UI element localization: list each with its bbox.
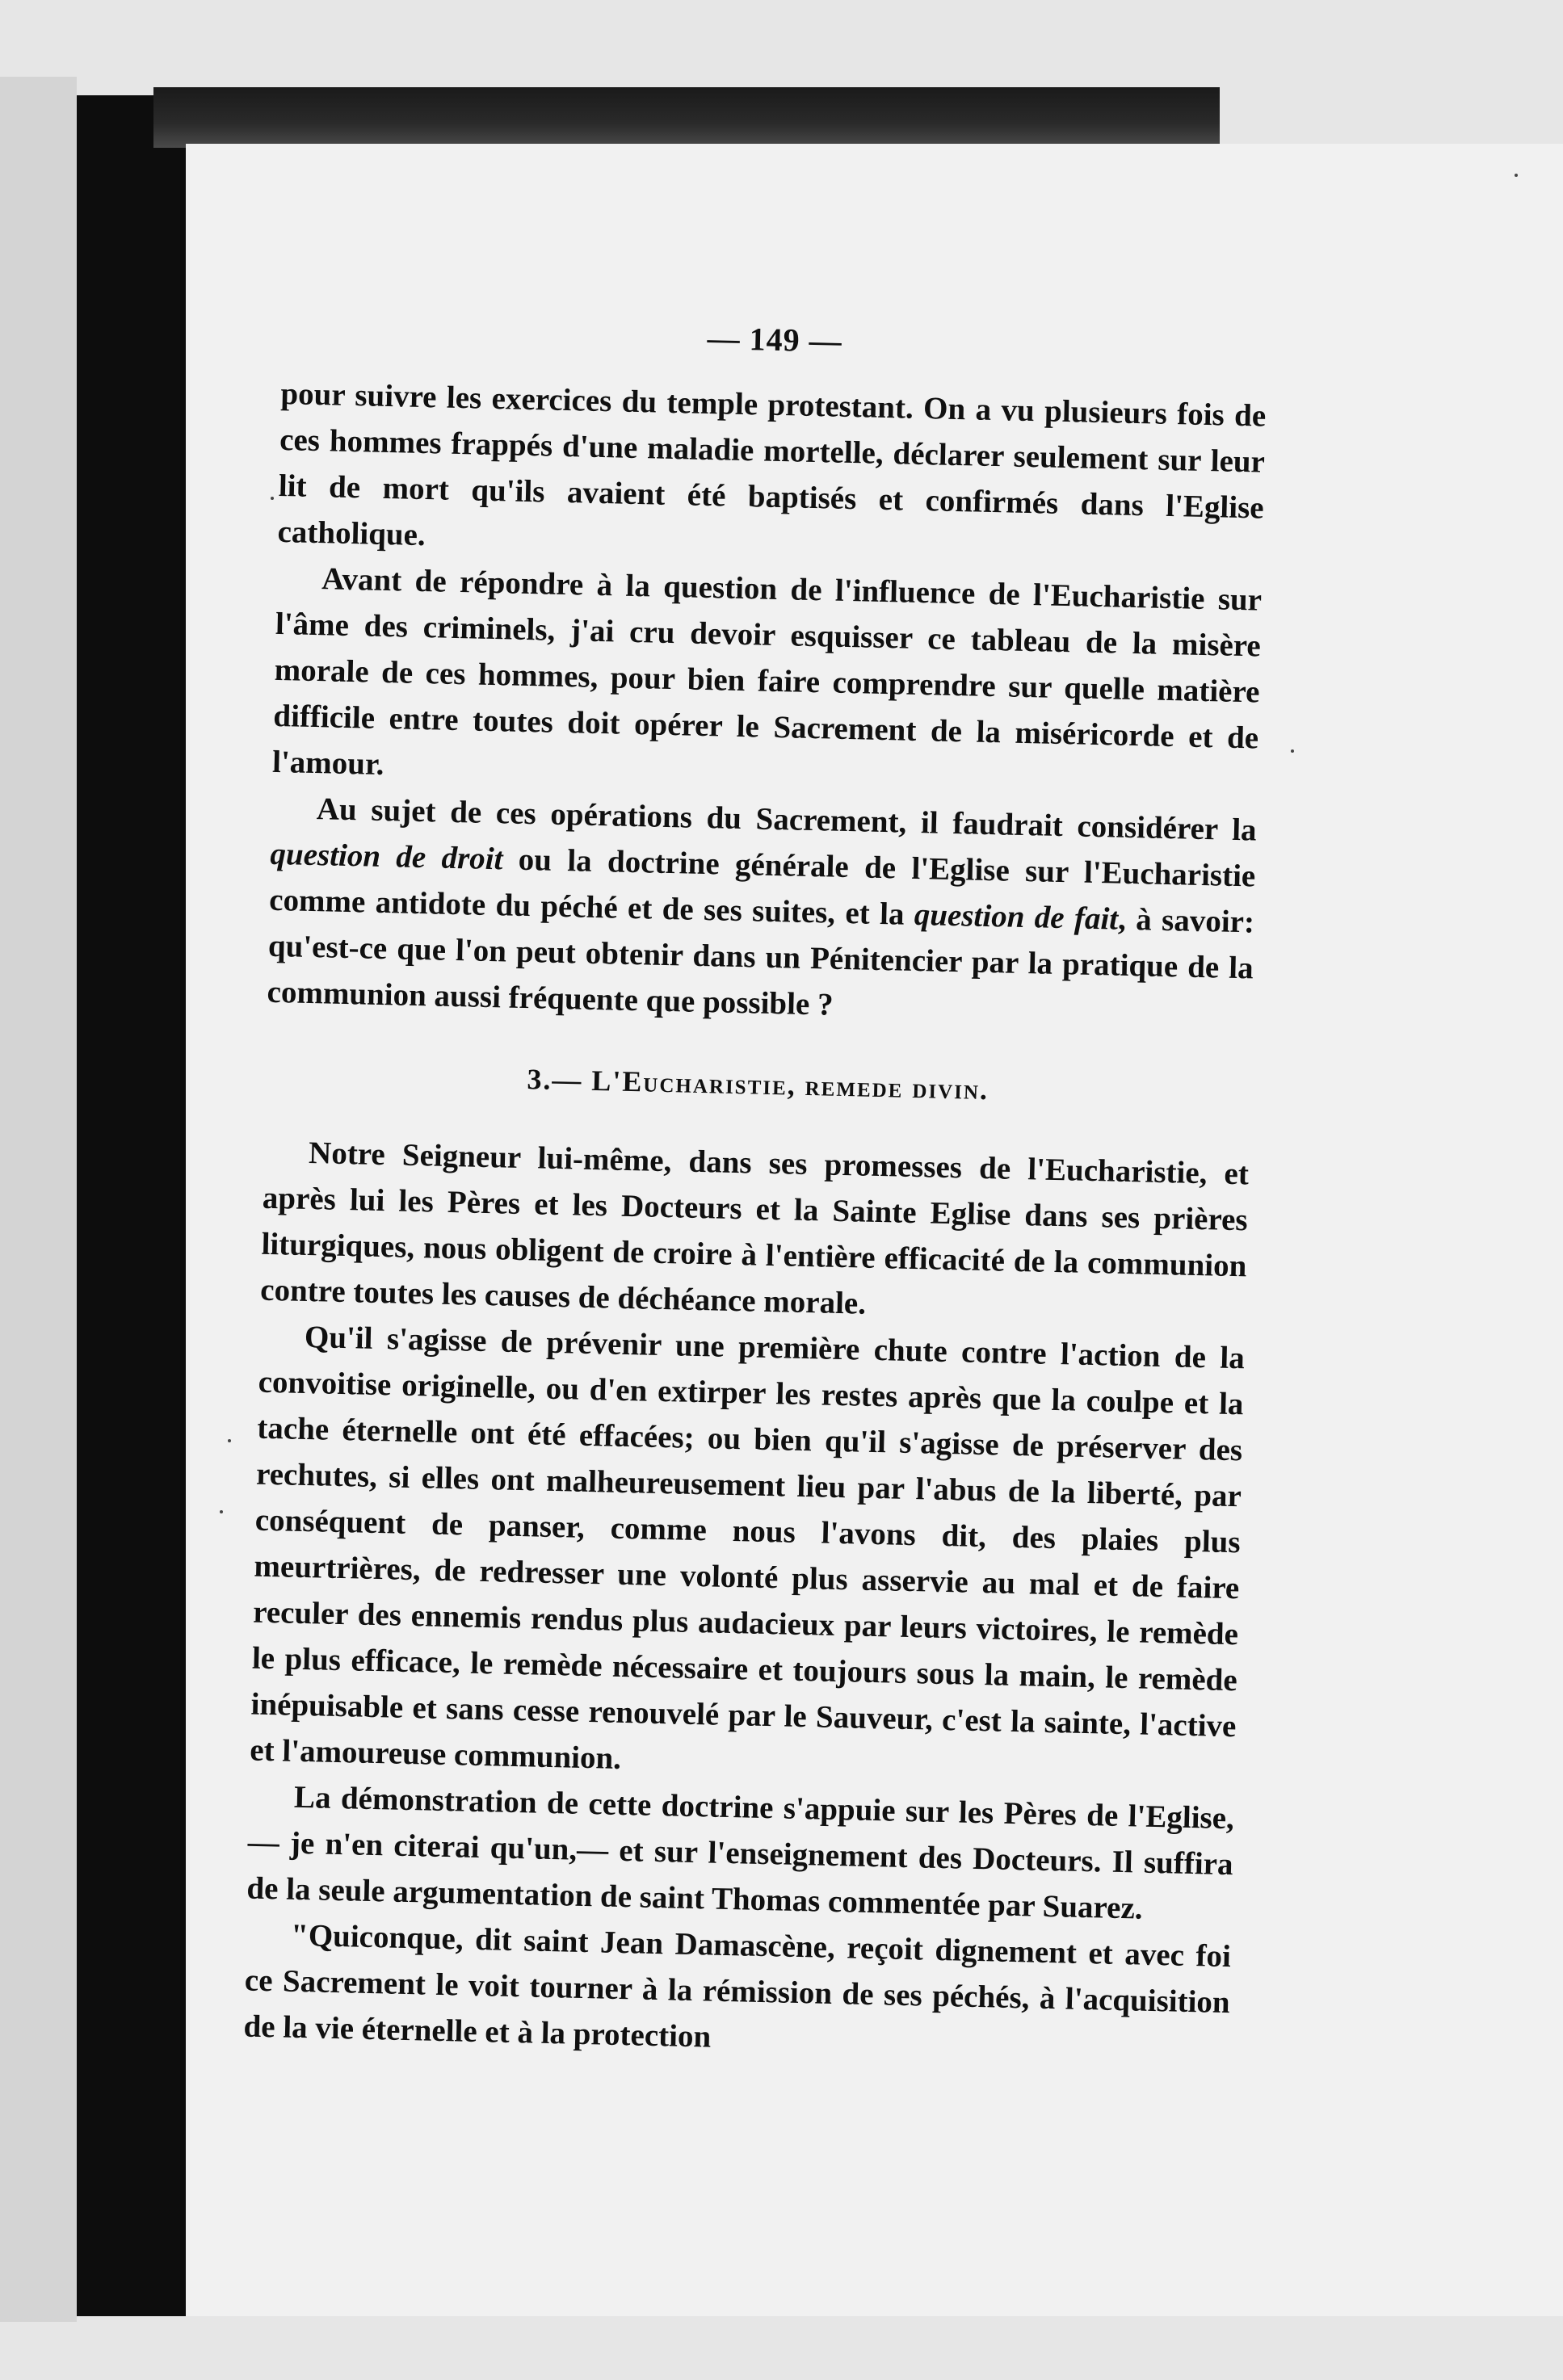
scan-border-top — [153, 87, 1220, 148]
paragraph: Notre Seigneur lui-même, dans ses promesses de l'Eucharistie, et après lui les Pères et les Docteurs et la Sainte Eglise dans ses prières liturgiques, nous obligent de croire à l'entière efficacité de la communion contre toutes les causes de déchéance morale. — [259, 1135, 1250, 1321]
scan-speck — [228, 1439, 231, 1442]
previous-page-edge — [0, 77, 77, 2322]
paragraph: pour suivre les exercices du temple protestant. On a vu plusieurs fois de ces hommes frappés d'une maladie mortelle, déclarer seulement sur leur lit de mort qu'ils avaient été baptisés et confirmés dans l'Eglise catholique. — [277, 376, 1267, 553]
scan-speck — [271, 497, 274, 500]
paragraph: Avant de répondre à la question de l'influence de l'Eucharistie sur l'âme des criminels, j'ai cru devoir esquisser ce tableau de la misère morale de ces hommes, pour bien faire comprendre sur quelle matière difficile entre toutes doit opérer le Sacrement de la miséricorde et de l'amour. — [271, 561, 1263, 782]
paragraph — [267, 785, 1257, 1038]
paragraph-text: ou la doctrine générale de l'Eglise sur l'Eucharistie comme antidote du péché et de ses suites, et la — [268, 842, 1256, 932]
paragraph: "Quiconque, dit saint Jean Damascène, reçoit dignement et avec foi ce Sacrement le voit tourner à la rémission de ses péchés, à l'acquisition de la vie éternelle et à la protection — [243, 1917, 1232, 2055]
scan-speck — [220, 1510, 223, 1513]
italic-phrase: question de droit — [270, 836, 503, 877]
paragraph: Qu'il s'agisse de prévenir une première chute contre l'action de la convoitise originelle, ou d'en extirper les restes après que la coulpe et la tache éternelle ont été effacées; ou bien qu'il s'agisse de préserver des rechutes, si elles ont malheureusement lieu par l'abus de la liberté, par conséquent de panser, comme nous l'avons dit, des plaies plus meurtrières, de redresser une volonté plus asservie au mal et de faire reculer des ennemis rendus plus audacieux par leurs victoires, le remède le plus efficace, le remède nécessaire et toujours sous la main, le remède inépuisable et sans cesse renouvelé par le Sauveur, c'est la sainte, l'active et l'amoureuse communion. — [249, 1319, 1246, 1776]
italic-phrase: question de fait — [914, 896, 1119, 937]
section-heading: 3.— L'Eucharistie, remede divin. — [527, 1063, 989, 1106]
paragraph-text: , à savoir: qu'est-ce que l'on peut obtenir dans un Pénitencier par la pratique de la communion aussi fréquente que possible ? — [267, 901, 1255, 1022]
page-text-block — [243, 305, 1268, 2071]
book-page — [186, 144, 1563, 2316]
page-number: — 149 — — [707, 319, 843, 359]
paragraph-text: Au sujet de ces opérations du Sacrement, il faudrait considérer la — [316, 791, 1258, 848]
scan-border-left — [77, 95, 186, 2316]
scan-speck — [1291, 749, 1294, 753]
scan-speck — [1515, 174, 1518, 177]
paragraph: La démonstration de cette doctrine s'appuie sur les Pères de l'Eglise,— je n'en citerai qu'un,— et sur l'enseignement des Docteurs. Il suffira de la seule argumentation de saint Thomas commentée par Suarez. — [246, 1779, 1235, 1926]
